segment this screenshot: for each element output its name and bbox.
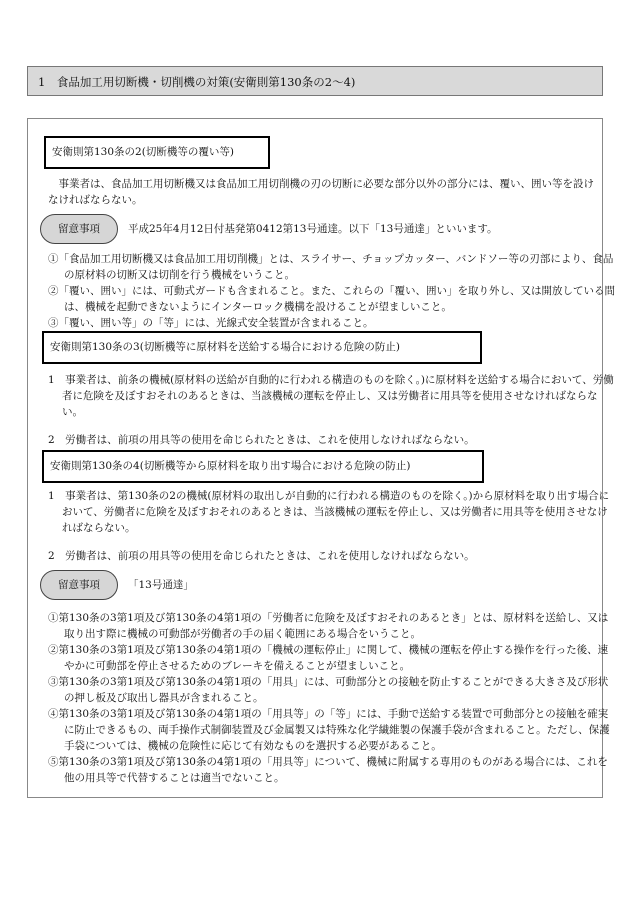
note-1-item: ③「覆い、囲い等」の「等」には、光線式安全装置が含まれること。 <box>48 317 374 329</box>
article-130-4-item: 1 事業者は、第130条の2の機械(原材料の取出しが自動的に行われる構造のものを除く。)から原材料を取り出す場合において、労働者に危険を及ぼすおそれのあるときは、当該機械の運転を停止し、又は労働者に用具等を使用させなければならない。 <box>48 490 610 534</box>
article-130-2-title-text: 安衛則第130条の2(切断機等の覆い等) <box>52 146 234 158</box>
article-130-2-title <box>44 136 270 169</box>
note-2-item: ④第130条の3第1項及び第130条の4第1項の「用具等」の「等」には、手動で送給する装置で可動部分との接触を確実に防止できるもの、両手操作式制御装置及び金属製又は特殊な化学繊維製の保護手袋が含まれること。ただし、保護手袋については、機械の危険性に応じて有効なものを選択する必要があること。 <box>48 708 610 752</box>
note-2-item: ③第130条の3第1項及び第130条の4第1項の「用具」には、可動部分との接触を防止することができる大きさ及び形状の押し板及び取出し器具が含まれること。 <box>48 676 609 704</box>
note-1-item: ②「覆い、囲い」には、可動式ガードも含まれること。また、これらの「覆い、囲い」を取り外し、又は開放している間は、機械を起動できないようにインターロック機構を設けることが望ましいこと。 <box>48 285 615 313</box>
article-130-3-item: 1 事業者は、前条の機械(原材料の送給が自動的に行われる構造のものを除く。)に原材料を送給する場合において、労働者に危険を及ぼすおそれのあるときは、当該機械の運転を停止し、又は労働者に用具等を使用させなければならない。 <box>48 374 614 418</box>
note-badge-1 <box>40 214 118 244</box>
article-130-3-title <box>42 331 482 364</box>
note-2-reference: 「13号通達」 <box>128 579 194 591</box>
article-130-4-title-text: 安衛則第130条の4(切断機等から原材料を取り出す場合における危険の防止) <box>50 460 411 472</box>
note-1-item: ①「食品加工用切断機又は食品加工用切削機」とは、スライサー、チョップカッター、バンドソー等の刃部により、食品の原材料の切断又は切削を行う機械をいうこと。 <box>48 253 614 281</box>
note-2-item: ②第130条の3第1項及び第130条の4第1項の「機械の運転停止」に関して、機械の運転を停止する操作を行った後、速やかに可動部を停止させるためのブレーキを備えることが望ましいこと。 <box>48 644 609 672</box>
article-130-3-title-text: 安衛則第130条の3(切断機等に原材料を送給する場合における危険の防止) <box>50 341 400 353</box>
article-130-3-item: 2 労働者は、前項の用具等の使用を命じられたときは、これを使用しなければならない。 <box>48 434 475 446</box>
article-130-2-body: 事業者は、食品加工用切断機又は食品加工用切削機の刃の切断に必要な部分以外の部分には、覆い、囲い等を設けなければならない。 <box>48 178 594 206</box>
note-2-item: ⑤第130条の3第1項及び第130条の4第1項の「用具等」について、機械に附属する専用のものがある場合には、これを他の用具等で代替することは適当でないこと。 <box>48 756 608 784</box>
article-130-4-item: 2 労働者は、前項の用具等の使用を命じられたときは、これを使用しなければならない。 <box>48 550 475 562</box>
article-130-4-title <box>42 450 484 483</box>
note-2-item: ①第130条の3第1項及び第130条の4第1項の「労働者に危険を及ぼすおそれのあるとき」とは、原材料を送給し、又は取り出す際に機械の可動部が労働者の手の届く範囲にある場合をいうこと。 <box>48 612 609 640</box>
note-badge-2-label: 留意事項 <box>58 579 100 591</box>
note-1-reference: 平成25年4月12日付基発第0412第13号通達。以下「13号通達」といいます。 <box>128 223 498 235</box>
section-header <box>27 66 603 96</box>
section-header-title: 1 食品加工用切断機・切削機の対策(安衛則第130条の2～4) <box>38 75 356 89</box>
note-badge-1-label: 留意事項 <box>58 223 100 235</box>
note-badge-2 <box>40 570 118 600</box>
